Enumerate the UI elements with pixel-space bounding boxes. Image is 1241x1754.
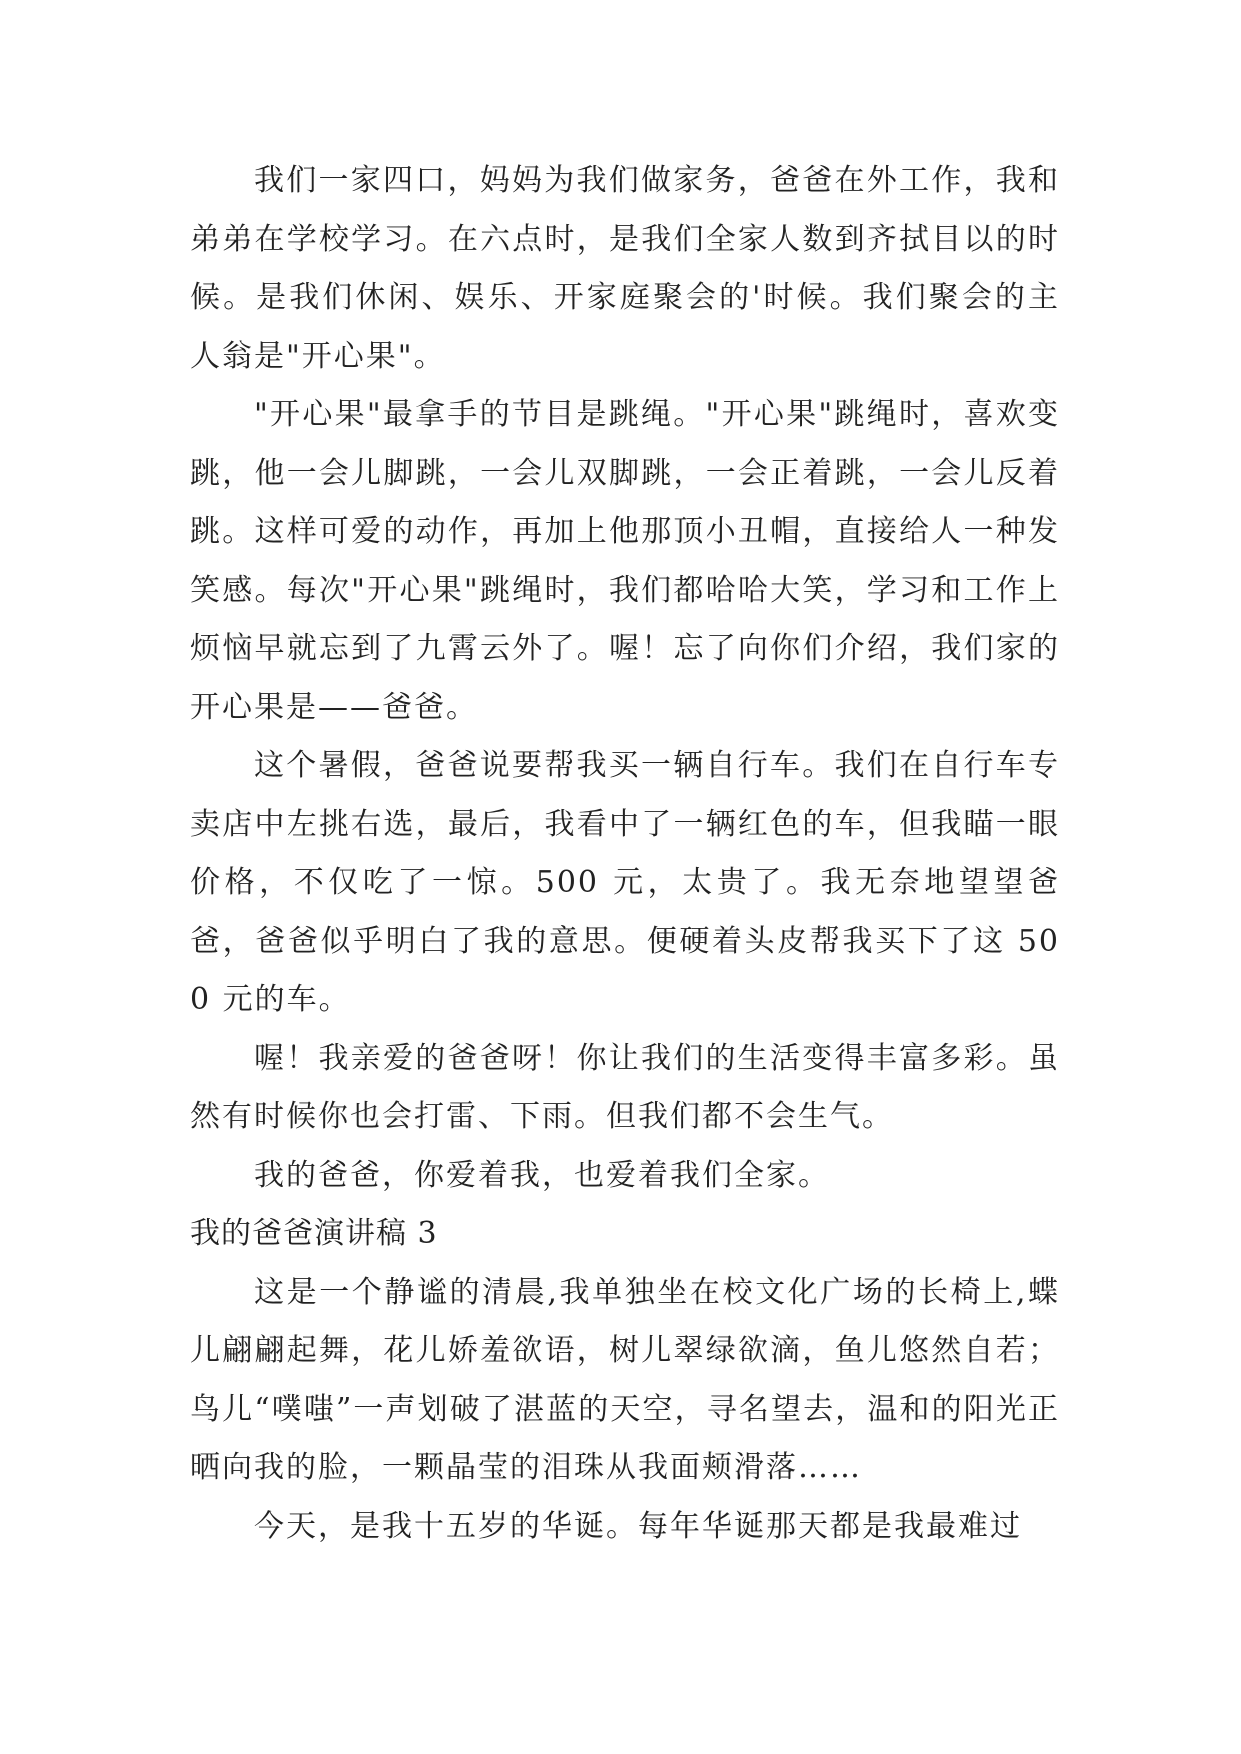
paragraph-1: 我们一家四口，妈妈为我们做家务，爸爸在外工作，我和弟弟在学校学习。在六点时，是我们全家人数到齐拭目以的时候。是我们休闲、娱乐、开家庭聚会的'时候。我们聚会的主人翁是"开心果"。 — [190, 163, 1060, 374]
section-heading: 我的爸爸演讲稿 3 — [190, 1216, 438, 1251]
paragraph-5: 我的爸爸，你爱着我，也爱着我们全家。 — [254, 1157, 830, 1193]
paragraph-7: 今天，是我十五岁的华诞。每年华诞那天都是我最难过 — [254, 1508, 1022, 1544]
paragraph-2: "开心果"最拿手的节目是跳绳。"开心果"跳绳时，喜欢变跳，他一会儿脚跳，一会儿双脚跳，一会正着跳，一会儿反着跳。这样可爱的动作，再加上他那顶小丑帽，直接给人一种发笑感。每次"开心果"跳绳时，我们都哈哈大笑，学习和工作上烦恼早就忘到了九霄云外了。喔！忘了向你们介绍，我们家的开心果是——爸爸。 — [190, 397, 1060, 725]
paragraph-3: 这个暑假，爸爸说要帮我买一辆自行车。我们在自行车专卖店中左挑右选，最后，我看中了一辆红色的车，但我瞄一眼价格，不仅吃了一惊。500 元，太贵了。我无奈地望望爸爸，爸爸似乎明白了我的意思。便硬着头皮帮我买下了这 500 元的车。 — [190, 748, 1060, 1017]
document-body — [190, 152, 1060, 1556]
paragraph-6: 这是一个静谧的清晨,我单独坐在校文化广场的长椅上,蝶儿翩翩起舞，花儿娇羞欲语，树儿翠绿欲滴，鱼儿悠然自若；鸟儿“噗嗤”一声划破了湛蓝的天空，寻名望去，温和的阳光正晒向我的脸，一颗晶莹的泪珠从我面颊滑落…… — [190, 1274, 1060, 1485]
paragraph-4: 喔！我亲爱的爸爸呀！你让我们的生活变得丰富多彩。虽然有时候你也会打雷、下雨。但我们都不会生气。 — [190, 1040, 1060, 1134]
